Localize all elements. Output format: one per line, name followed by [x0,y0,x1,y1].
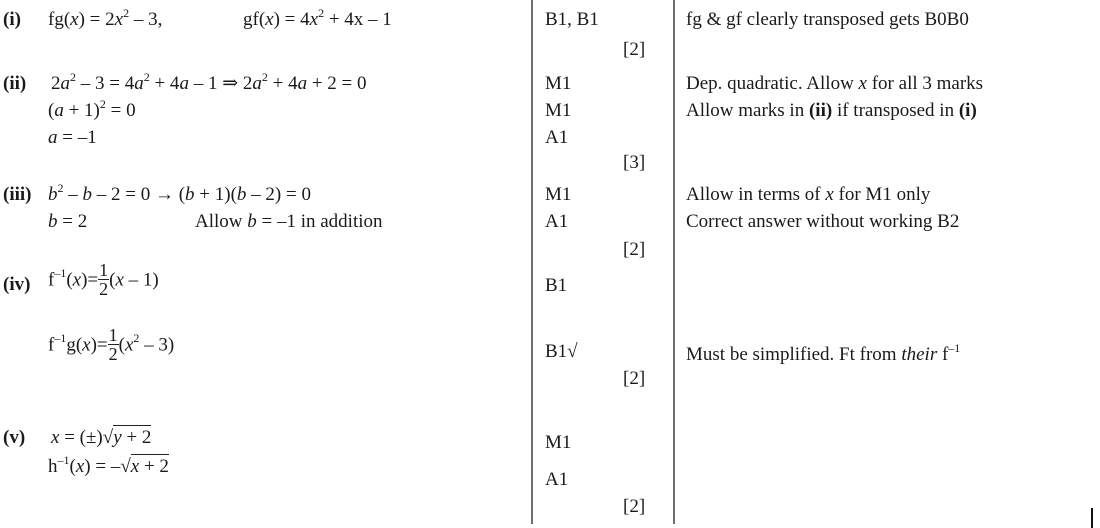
text-cursor [1091,508,1093,528]
total-i: [2] [623,39,646,60]
mark-iii-1: M1 [545,184,572,205]
solution-ii-line2: $(a + 1)^2 = 0$ [48,97,136,121]
mark-v-2: A1 [545,469,569,490]
square-root: √y + 2 [102,427,152,448]
guidance-iv: Must be simplified. Ft from their $f^{-1}$ [686,341,961,365]
solution-iv-line1: $f^{-1}(x)=$ $\frac{1}{2}$ (x – 1) [48,260,159,299]
part-label-ii: (ii) [3,73,27,94]
guidance-ii-2: Allow marks in (ii) if transposed in (i) [686,100,977,121]
solution-iii-line1: $b^2 - b - 2 = 0 \to (b + 1)(b - 2) = 0$ [48,181,311,205]
solution-iv-line2: $f^{-1}g(x)=$ $\frac{1}{2}$ $(x^2 - 3)$ [48,325,175,364]
square-root: √x + 2 [120,456,169,477]
total-iii: [2] [623,239,646,260]
part-label-v: (v) [3,427,26,448]
solution-v-line2: $h^{-1}(x) = -√x + 2$ [48,453,169,477]
fraction-half: $\frac{1}{2}$ [108,325,118,364]
solution-iii-line2: b = 2 [48,211,88,232]
part-label-iv: (iv) [3,274,31,295]
mark-i: B1, B1 [545,9,599,30]
guidance-i: fg & gf clearly transposed gets B0B0 [686,9,969,30]
fraction-half: $\frac{1}{2}$ [99,260,109,299]
total-iv: [2] [623,368,646,389]
solution-v-line1: x = (±)√y + 2 [51,427,152,448]
mark-ii-2: M1 [545,100,572,121]
guidance-ii-1: Dep. quadratic. Allow x for all 3 marks [686,73,984,94]
total-v: [2] [623,496,646,517]
guidance-iii-1: Allow in terms of x for M1 only [686,184,931,205]
marks-column-right-border [673,0,675,524]
mark-v-1: M1 [545,432,572,453]
solution-gf: $gf(x) = 4x^2 + 4x - 1$ [243,6,392,30]
mark-iii-2: A1 [545,211,569,232]
mark-iv-2: B1√ [545,341,578,362]
marks-column-left-border [531,0,533,524]
mark-iv-1: B1 [545,275,568,296]
mark-ii-1: M1 [545,73,572,94]
part-label-i: (i) [3,9,21,30]
solution-ii-line1: $2a^2 - 3 = 4a^2 + 4a - 1$ ⇒ $2a^2 + 4a + 2 = 0$ [51,70,367,94]
mark-ii-3: A1 [545,127,569,148]
solution-ii-line3: a = –1 [48,127,97,148]
part-label-iii: (iii) [3,184,32,205]
solution-fg: $fg(x) = 2x^2 - 3$, [48,6,163,30]
total-ii: [3] [623,152,646,173]
guidance-iii-2: Correct answer without working B2 [686,211,960,232]
solution-iii-note: Allow b = –1 in addition [195,211,383,232]
